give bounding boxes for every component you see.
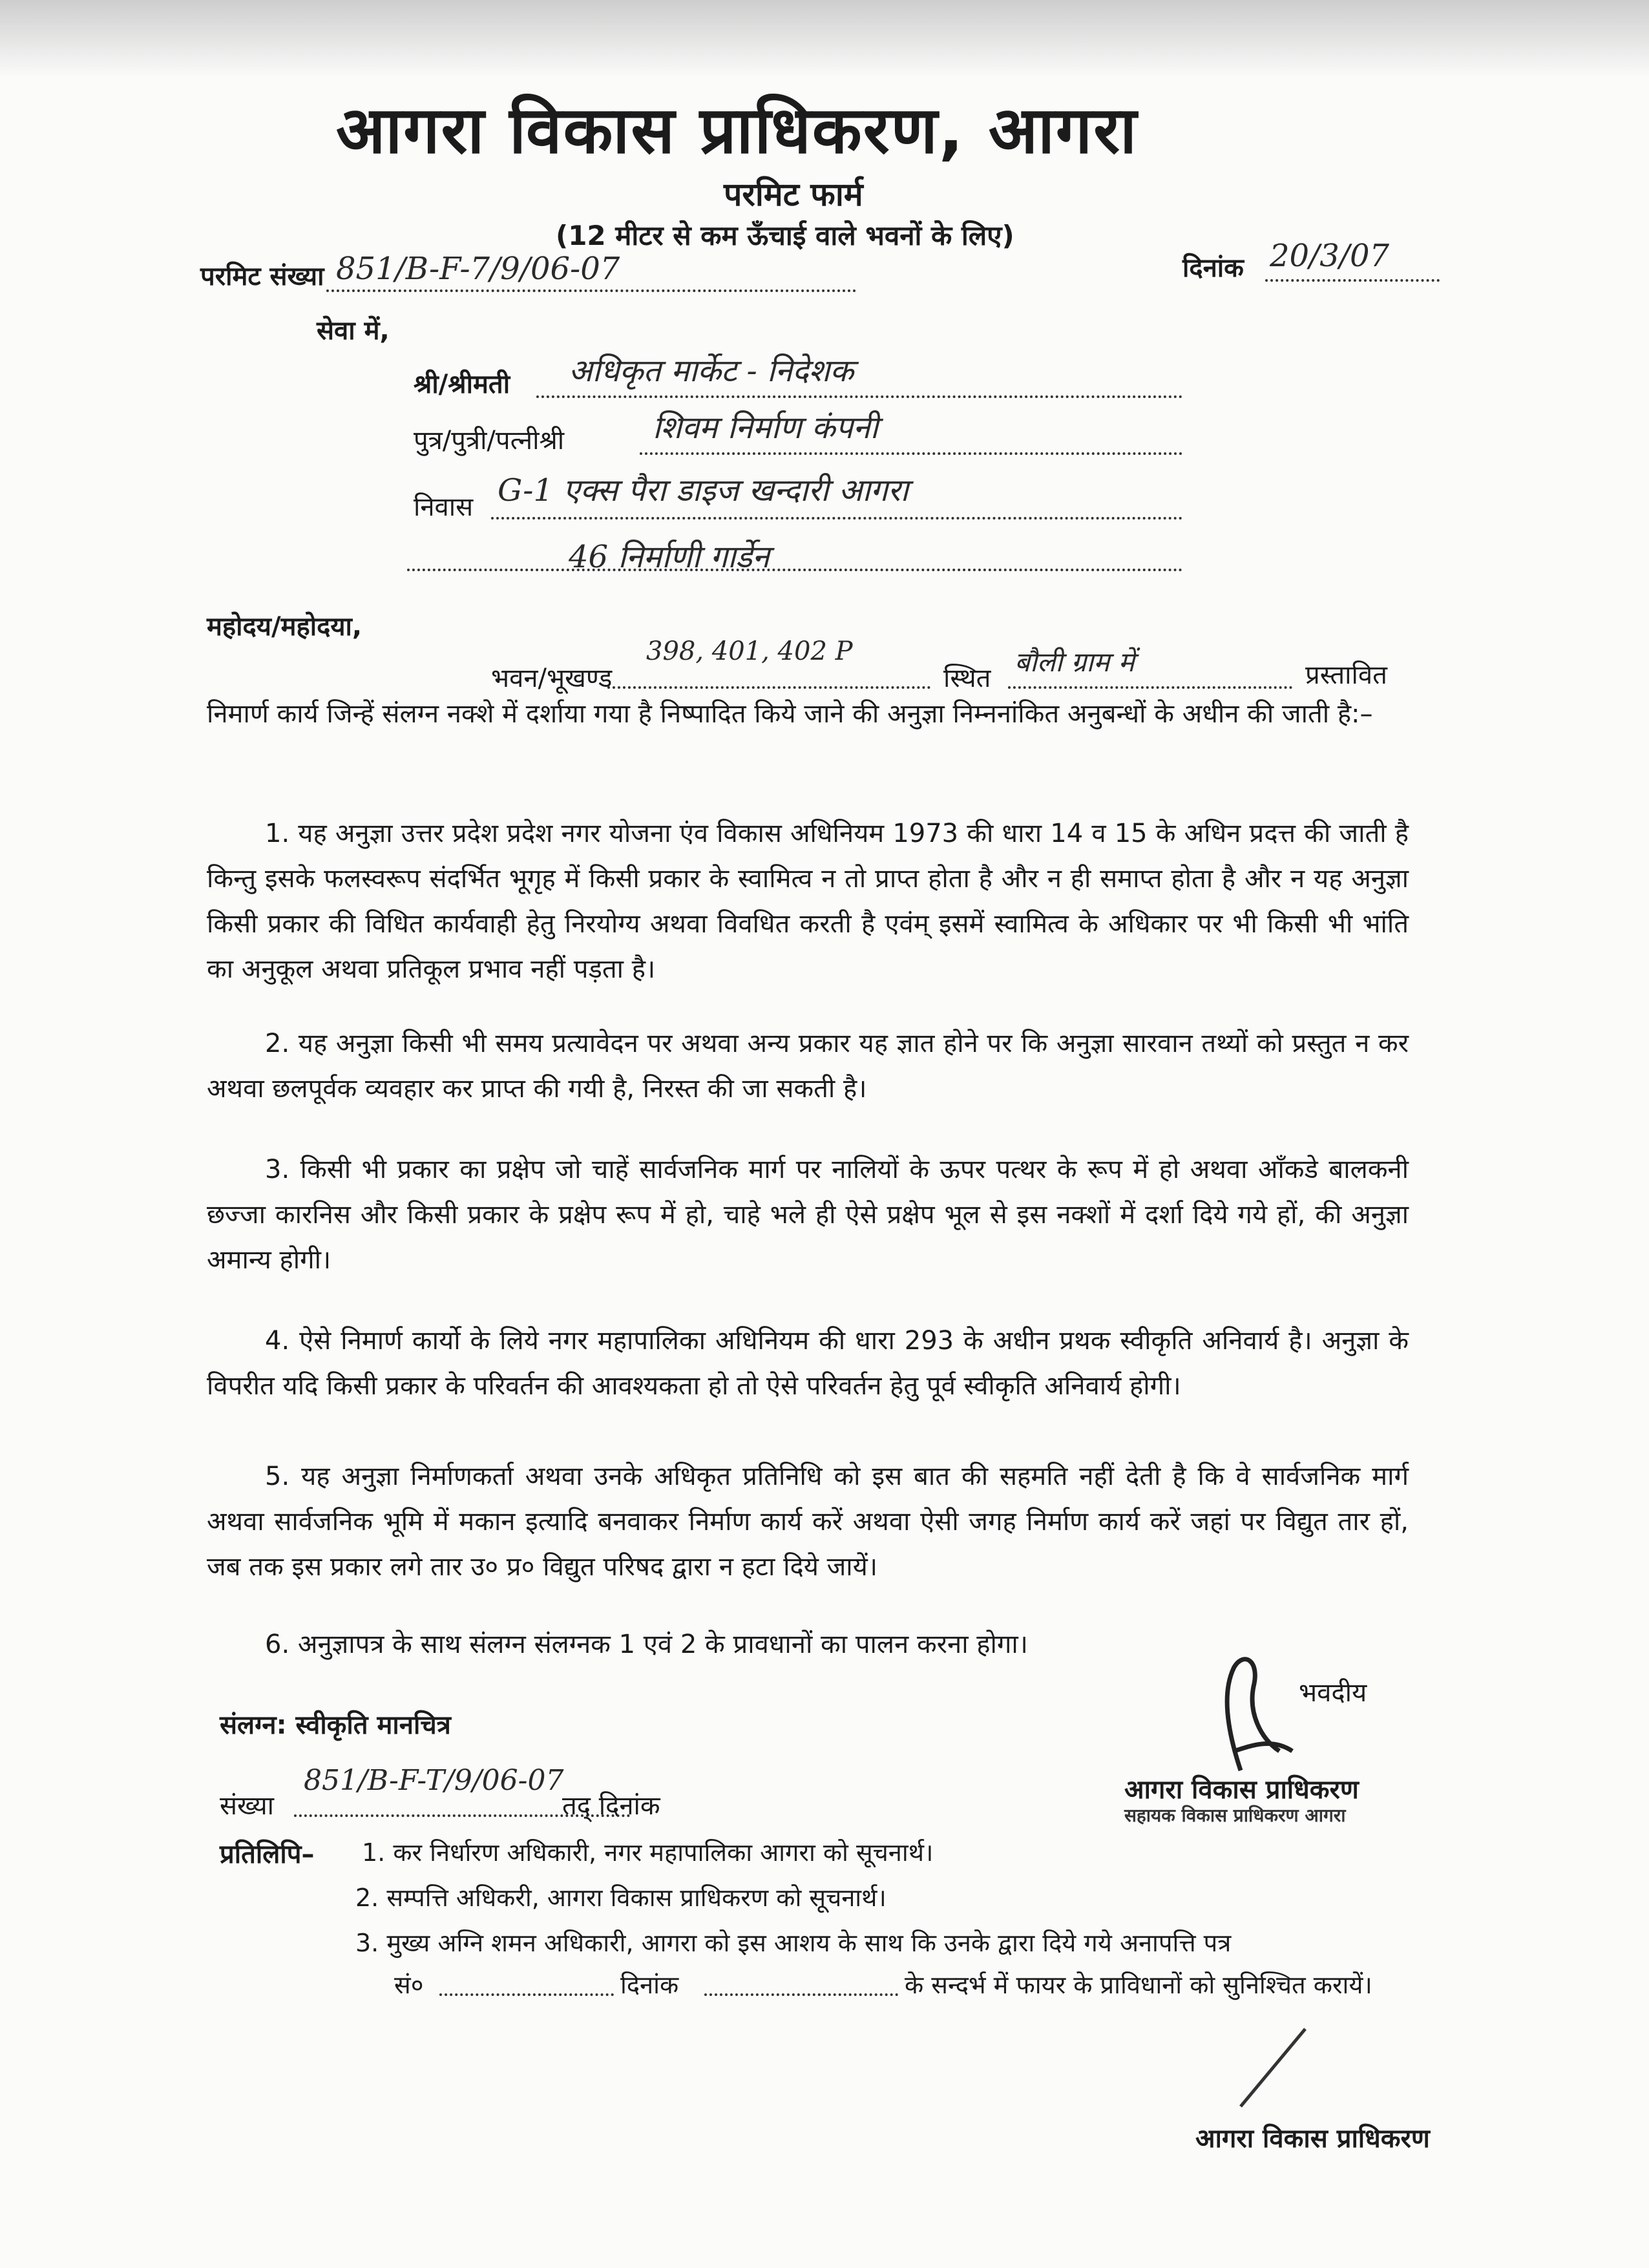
address-to: सेवा में, xyxy=(317,316,390,346)
proposed-label: प्रस्तावित xyxy=(1305,660,1387,690)
condition-6: 6. अनुज्ञापत्र के साथ संलग्न संलग्नक 1 एवं 2 के प्रावधानों का पालन करना होगा। xyxy=(265,1630,1028,1659)
residence-value-line1: G-1 एक्स पैरा डाइज खन्दारी आगरा xyxy=(498,472,909,509)
scan-shadow xyxy=(0,0,1649,78)
condition-5: 5. यह अनुज्ञा निर्माणकर्ता अथवा उनके अधिकृत प्रतिनिधि को इस बात की सहमति नहीं देती है कि वे सार्वजनिक मार्ग अथवा सार्वजनिक भूमि में मकान इत्यादि बनवाकर निर्माण कार्य करें अथवा ऐसी जगह निर्माण कार्य करें जहां पर विद्युत तार हों, जब तक इस प्रकार लगे तार उ० प्र० विद्युत परिषद द्वारा न हटा दिये जायें। xyxy=(207,1462,1409,1582)
copies-label: प्रतिलिपि– xyxy=(220,1840,315,1869)
located-label: स्थित xyxy=(943,664,991,693)
located-value: बौली ग्राम में xyxy=(1014,646,1135,678)
closing-word: भवदीय xyxy=(1299,1678,1367,1708)
date-label: दिनांक xyxy=(1182,253,1244,283)
date-value: 20/3/07 xyxy=(1270,238,1390,274)
condition-4: 4. ऐसे निमार्ण कार्यो के लिये नगर महापालिका अधिनियम की धारा 293 के अधीन प्रथक स्वीकृति अनिवार्य है। अनुज्ञा के विपरीत यदि किसी प्रकार के परिवर्तन की आवश्यकता हो तो ऐसे परिवर्तन हेतु पूर्व स्वीकृति अनिवार्य होगी। xyxy=(207,1326,1409,1401)
permit-number-label: परमिट संख्या xyxy=(200,262,324,291)
relation-value: शिवम निर्माण कंपनी xyxy=(653,410,879,446)
footer-authority: आगरा विकास प्राधिकरण xyxy=(1195,2124,1430,2154)
copy-item-1: 1. कर निर्धारण अधिकारी, नगर महापालिका आगरा को सूचनार्थ। xyxy=(362,1838,934,1867)
residence-value-line2: 46 निर्माणी गार्डेन xyxy=(569,539,770,575)
condition-1: 1. यह अनुज्ञा उत्तर प्रदेश प्रदेश नगर योजना एंव विकास अधिनियम 1973 की धारा 14 व 15 के अधिन प्रदत्त की जाती है किन्तु इसके फलस्वरूप संदर्भित भूगृह में किसी प्रकार के स्वामित्व न तो प्राप्त होता है और न ही समाप्त होता है और न यह अनुज्ञा किसी प्रकार की विधित कार्यवाही हेतु निरयोग्य अथवा विवधित करती है एवंम् इसमें स्वामित्व के अधिकार पर भी किसी भी भांति का अनुकूल अथवा प्रतिकूल प्रभाव नहीं पड़ता है। xyxy=(207,819,1409,984)
reference-number-value: 851/B-F-T/9/06-07 xyxy=(304,1764,564,1797)
form-name: परमिट फार्म xyxy=(724,176,863,213)
name-label: श्री/श्रीमती xyxy=(414,370,510,399)
salutation: महोदय/महोदया, xyxy=(207,612,362,642)
fire-number-label: सं० xyxy=(394,1971,424,1999)
document-title: आगरा विकास प्राधिकरण, आगरा xyxy=(336,92,1139,168)
form-note: (12 मीटर से कम ऊँचाई वाले भवनों के लिए) xyxy=(556,220,1014,251)
copy-item-2: 2. सम्पत्ति अधिकरी, आगरा विकास प्राधिकरण को सूचनार्थ। xyxy=(355,1884,887,1912)
residence-label: निवास xyxy=(414,492,474,522)
site-description: निमार्ण कार्य जिन्हें संलग्न नक्शे में दर्शाया गया है निष्पादित किये जाने की अनुज्ञा निम्ननांकित अनुबन्धों के अधीन की जाती है:– xyxy=(207,699,1373,729)
plot-value: 398, 401, 402 P xyxy=(646,636,853,666)
enclosure: संलग्न: स्वीकृति मानचित्र xyxy=(220,1710,451,1740)
signature-stamp-line2: सहायक विकास प्राधिकरण आगरा xyxy=(1124,1805,1346,1826)
signature-scribble xyxy=(1215,1654,1312,1777)
permit-number-value: 851/B-F-7/9/06-07 xyxy=(336,251,620,287)
plot-label: भवन/भूखण्ड xyxy=(491,664,613,693)
relation-label: पुत्र/पुत्री/पत्नीश्री xyxy=(414,426,565,456)
reference-same-date: तद् दिनांक xyxy=(562,1791,660,1821)
name-value: अधिकृत मार्केट - निदेशक xyxy=(569,353,854,389)
copy-item-3: 3. मुख्य अग्नि शमन अधिकारी, आगरा को इस आशय के साथ कि उनके द्वारा दिये गये अनापत्ति पत्र xyxy=(355,1929,1232,1957)
condition-3: 3. किसी भी प्रकार का प्रक्षेप जो चाहें सार्वजनिक मार्ग पर नालियों के ऊपर पत्थर के रूप में हो अथवा आँकडे बालकनी छज्जा कारनिस और किसी प्रकार के प्रक्षेप रूप में हो, चाहे भले ही ऐसे प्रक्षेप भूल से इस नक्शों में दर्शा दिये गये हों, की अनुज्ञा अमान्य होगी। xyxy=(207,1155,1409,1275)
condition-2: 2. यह अनुज्ञा किसी भी समय प्रत्यावेदन पर अथवा अन्य प्रकार यह ज्ञात होने पर कि अनुज्ञा सारवान तथ्यों को प्रस्तुत न कर अथवा छलपूर्वक व्यवहार कर प्राप्त की गयी है, निरस्त की जा सकती है। xyxy=(207,1029,1409,1104)
fire-date-label: दिनांक xyxy=(620,1971,679,1999)
initial-mark xyxy=(1228,2016,1318,2113)
reference-number-label: संख्या xyxy=(220,1791,274,1821)
fire-instruction: के सन्दर्भ में फायर के प्राविधानों को सुनिश्चित करायें। xyxy=(905,1971,1372,1999)
signature-stamp: आगरा विकास प्राधिकरण xyxy=(1124,1775,1359,1805)
